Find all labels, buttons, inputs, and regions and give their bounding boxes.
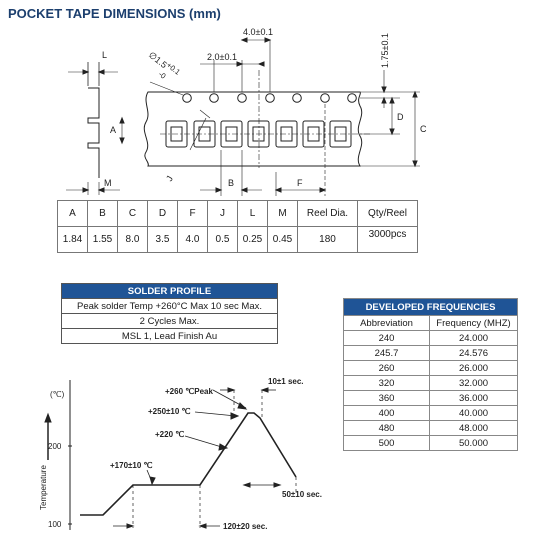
- frequency-abbrev: 480: [344, 421, 430, 436]
- frequency-value: 36.000: [430, 391, 518, 406]
- label-120sec: 120±20 sec.: [223, 522, 268, 531]
- dimensions-header-cell: D: [148, 201, 178, 227]
- dimensions-value-cell: 1.55: [88, 227, 118, 253]
- dimensions-header-cell: Reel Dia.: [298, 201, 358, 227]
- frequency-abbrev: 245.7: [344, 346, 430, 361]
- dimensions-value-cell: 8.0: [118, 227, 148, 253]
- dimensions-value-cell: 3000pcs: [358, 227, 418, 253]
- label-peak: +260 ℃Peak: [165, 387, 213, 396]
- dimensions-header-cell: A: [58, 201, 88, 227]
- frequency-abbrev: 320: [344, 376, 430, 391]
- reflow-curve: [80, 413, 296, 515]
- frequency-abbrev: 240: [344, 331, 430, 346]
- dimensions-value-cell: 180: [298, 227, 358, 253]
- table-row: [344, 331, 518, 346]
- dimensions-header-row: [58, 201, 418, 227]
- dimensions-header-cell: J: [208, 201, 238, 227]
- dimensions-value-cell: 0.5: [208, 227, 238, 253]
- frequency-abbrev: 400: [344, 406, 430, 421]
- dimensions-value-cell: 1.84: [58, 227, 88, 253]
- table-row: [344, 346, 518, 361]
- solder-profile-row: MSL 1, Lead Finish Au: [62, 329, 278, 344]
- dim-label-L: L: [102, 50, 108, 60]
- frequency-value: 50.000: [430, 436, 518, 451]
- dim-label-B: B: [228, 178, 235, 188]
- table-row: [344, 361, 518, 376]
- developed-frequencies-table: [343, 298, 518, 451]
- dimensions-header-cell: M: [268, 201, 298, 227]
- dim-label-pitch-4: 4.0±0.1: [243, 27, 273, 37]
- dim-label-hole-tol-minus: -0: [156, 69, 168, 81]
- dim-label-A: A: [110, 125, 117, 135]
- dim-label-hole-dia: ∅1.5: [146, 49, 169, 71]
- dim-label-F: F: [297, 178, 303, 188]
- temperature-axis-label: Temperature: [39, 465, 48, 510]
- table-row: [344, 421, 518, 436]
- table-row: [344, 391, 518, 406]
- frequency-abbrev: 500: [344, 436, 430, 451]
- frequency-value: 40.000: [430, 406, 518, 421]
- frequencies-title: DEVELOPED FREQUENCIES: [344, 299, 518, 316]
- frequency-value: 32.000: [430, 376, 518, 391]
- tape-side-profile: [88, 88, 99, 178]
- y-tick-100: 100: [48, 520, 62, 529]
- table-row: [344, 436, 518, 451]
- frequency-abbrev: 360: [344, 391, 430, 406]
- dimensions-header-cell: F: [178, 201, 208, 227]
- frequency-value: 48.000: [430, 421, 518, 436]
- dimensions-header-cell: Qty/Reel: [358, 201, 418, 227]
- dimensions-value-row: [58, 227, 418, 253]
- dimensions-header-cell: B: [88, 201, 118, 227]
- dim-label-pitch-2: 2.0±0.1: [207, 52, 237, 62]
- solder-profile-table: [61, 283, 278, 344]
- label-250: +250±10 ℃: [148, 407, 191, 416]
- table-row: [344, 376, 518, 391]
- temperature-unit: (℃): [50, 390, 65, 399]
- page-title: POCKET TAPE DIMENSIONS (mm): [8, 6, 221, 21]
- dimensions-value-cell: 0.45: [268, 227, 298, 253]
- frequency-value: 24.576: [430, 346, 518, 361]
- y-tick-200: 200: [48, 442, 62, 451]
- solder-profile-row: 2 Cycles Max.: [62, 314, 278, 329]
- dimensions-value-cell: 4.0: [178, 227, 208, 253]
- dimensions-value-cell: 3.5: [148, 227, 178, 253]
- frequencies-col-header: Abbreviation: [344, 316, 430, 331]
- dim-label-D: D: [397, 112, 404, 122]
- table-row: [344, 406, 518, 421]
- frequency-abbrev: 260: [344, 361, 430, 376]
- label-220: +220 ℃: [155, 430, 185, 439]
- label-170: +170±10 ℃: [110, 461, 153, 470]
- frequency-value: 26.000: [430, 361, 518, 376]
- dim-label-J: J: [164, 174, 175, 183]
- dim-label-edge: 1.75±0.1: [380, 33, 390, 68]
- dimensions-table: [57, 200, 418, 253]
- dimensions-value-cell: 0.25: [238, 227, 268, 253]
- dimensions-header-cell: L: [238, 201, 268, 227]
- solder-profile-title: SOLDER PROFILE: [62, 284, 278, 299]
- dimensions-header-cell: C: [118, 201, 148, 227]
- frequency-value: 24.000: [430, 331, 518, 346]
- pocket-tape-drawing: [0, 0, 560, 200]
- dim-label-hole-tol-plus: +0.1: [164, 60, 182, 77]
- dim-label-C: C: [420, 124, 427, 134]
- label-50sec: 50±10 sec.: [282, 490, 322, 499]
- solder-profile-row: Peak solder Temp +260°C Max 10 sec Max.: [62, 299, 278, 314]
- dim-label-M: M: [104, 178, 112, 188]
- label-10sec: 10±1 sec.: [268, 377, 304, 386]
- frequencies-col-header: Frequency (MHZ): [430, 316, 518, 331]
